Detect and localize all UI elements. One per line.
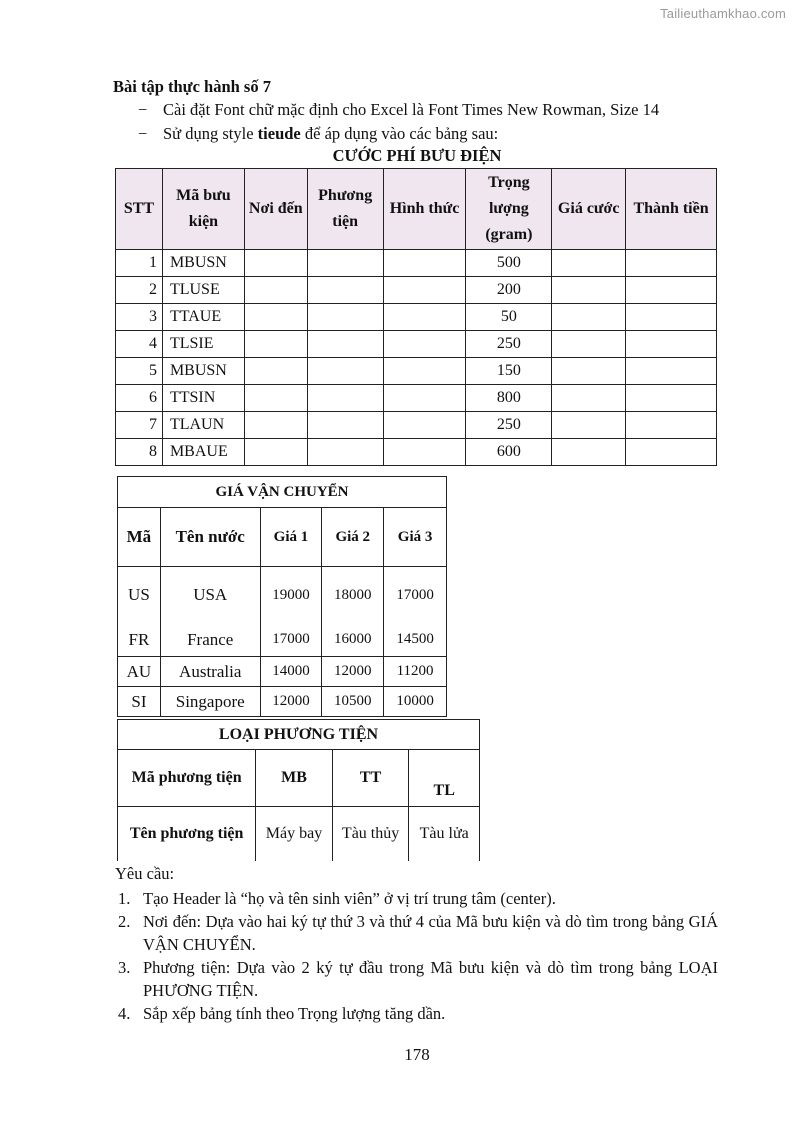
item-text: Nơi đến: Dựa vào hai ký tự thứ 3 và thứ 4 của Mã bưu kiện và dò tìm trong bảng GIÁ VẬN CHUYỂN. — [143, 912, 718, 954]
cell-empty — [383, 304, 466, 331]
table-row — [116, 250, 717, 277]
cell-stt: 2 — [116, 277, 163, 304]
cell-code: TTSIN — [162, 385, 244, 412]
postal-fee-table — [115, 168, 717, 466]
cell-empty — [383, 385, 466, 412]
cell-empty — [307, 412, 383, 439]
style-name: tieude — [257, 124, 301, 143]
item-number: 1. — [118, 889, 131, 908]
table-row — [118, 657, 447, 687]
cell-weight: 250 — [466, 331, 552, 358]
col-header: Thành tiền — [626, 169, 717, 250]
item-text: Sắp xếp bảng tính theo Trọng lượng tăng dần. — [143, 1004, 446, 1023]
table-row — [116, 277, 717, 304]
cell-weight: 800 — [466, 385, 552, 412]
table-row — [118, 807, 480, 862]
page-number: 178 — [404, 1045, 430, 1064]
cell-empty — [626, 277, 717, 304]
cell-code: SI — [118, 687, 161, 717]
cell-vehicle-code: TL — [409, 750, 480, 807]
cell-empty — [552, 439, 626, 466]
cell-country: France — [160, 623, 260, 657]
table2-caption: GIÁ VẬN CHUYỂN — [118, 477, 447, 508]
cell-empty — [552, 358, 626, 385]
cell-price1: 17000 — [260, 623, 322, 657]
table-row — [118, 750, 480, 807]
cell-empty — [626, 439, 717, 466]
cell-vehicle-name: Tàu lửa — [409, 807, 480, 862]
table-header-row — [116, 169, 717, 250]
cell-empty — [307, 331, 383, 358]
col-header: Giá 2 — [322, 508, 384, 567]
watermark: Tailieuthamkhao.com — [660, 6, 786, 21]
cell-stt: 5 — [116, 358, 163, 385]
bullet-style-setting — [138, 124, 498, 144]
cell-empty — [383, 439, 466, 466]
cell-empty — [307, 358, 383, 385]
cell-empty — [244, 385, 307, 412]
cell-weight: 150 — [466, 358, 552, 385]
cell-price1: 14000 — [260, 657, 322, 687]
item-number: 2. — [118, 912, 131, 931]
cell-empty — [307, 385, 383, 412]
item-number: 4. — [118, 1004, 131, 1023]
item-number: 3. — [118, 958, 131, 977]
cell-weight: 250 — [466, 412, 552, 439]
col-header: Hình thức — [383, 169, 466, 250]
cell-stt: 8 — [116, 439, 163, 466]
cell-country: Australia — [160, 657, 260, 687]
vehicle-type-table — [117, 719, 480, 861]
cell-code: MBAUE — [162, 439, 244, 466]
cell-empty — [244, 439, 307, 466]
cell-stt: 1 — [116, 250, 163, 277]
cell-empty — [307, 304, 383, 331]
table-row — [116, 412, 717, 439]
cell-empty — [244, 358, 307, 385]
dash-icon: − — [138, 124, 148, 143]
shipping-price-table — [117, 476, 447, 717]
cell-stt: 7 — [116, 412, 163, 439]
cell-empty — [307, 250, 383, 277]
cell-empty — [552, 277, 626, 304]
item-text: Tạo Header là “họ và tên sinh viên” ở vị trí trung tâm (center). — [143, 889, 556, 908]
col-header: Phương tiện — [307, 169, 383, 250]
cell-empty — [244, 304, 307, 331]
cell-empty — [626, 385, 717, 412]
col-header: Nơi đến — [244, 169, 307, 250]
table-row — [118, 687, 447, 717]
cell-empty — [383, 250, 466, 277]
cell-weight: 200 — [466, 277, 552, 304]
cell-weight: 600 — [466, 439, 552, 466]
table-row — [116, 331, 717, 358]
col-header: Mã — [118, 508, 161, 567]
cell-weight: 500 — [466, 250, 552, 277]
cell-vehicle-code: TT — [332, 750, 409, 807]
cell-empty — [307, 439, 383, 466]
cell-stt: 6 — [116, 385, 163, 412]
cell-empty — [307, 277, 383, 304]
table-header-row — [118, 508, 447, 567]
cell-code: AU — [118, 657, 161, 687]
cell-empty — [244, 250, 307, 277]
row-label: Tên phương tiện — [118, 807, 256, 862]
cell-vehicle-name: Tàu thủy — [332, 807, 409, 862]
cell-price3: 14500 — [384, 623, 447, 657]
cell-stt: 3 — [116, 304, 163, 331]
cell-empty — [383, 358, 466, 385]
cell-code: TLSIE — [162, 331, 244, 358]
col-header: Giá 3 — [384, 508, 447, 567]
table-row — [116, 439, 717, 466]
cell-code: US — [118, 567, 161, 624]
cell-empty — [626, 358, 717, 385]
cell-code: FR — [118, 623, 161, 657]
col-header: Giá cước — [552, 169, 626, 250]
exercise-title: Bài tập thực hành số 7 — [113, 77, 271, 96]
cell-weight: 50 — [466, 304, 552, 331]
table-row — [118, 623, 447, 657]
bullet-font-setting — [138, 100, 659, 120]
bullet-text-pre: Sử dụng style — [163, 124, 258, 143]
requirements-title: Yêu cầu: — [115, 864, 175, 883]
cell-price2: 18000 — [322, 567, 384, 624]
table-row — [116, 304, 717, 331]
cell-price3: 17000 — [384, 567, 447, 624]
cell-price1: 19000 — [260, 567, 322, 624]
cell-empty — [552, 304, 626, 331]
col-header: Giá 1 — [260, 508, 322, 567]
item-text: Phương tiện: Dựa vào 2 ký tự đầu trong Mã bưu kiện và dò tìm trong bảng LOẠI PHƯƠNG TIỆN. — [143, 958, 718, 1000]
requirement-item — [118, 887, 718, 910]
cell-code: TLAUN — [162, 412, 244, 439]
cell-empty — [244, 331, 307, 358]
cell-vehicle-code: MB — [256, 750, 333, 807]
cell-price2: 12000 — [322, 657, 384, 687]
row-label: Mã phương tiện — [118, 750, 256, 807]
cell-empty — [552, 250, 626, 277]
cell-empty — [552, 412, 626, 439]
cell-price2: 10500 — [322, 687, 384, 717]
table-row — [116, 385, 717, 412]
cell-empty — [244, 277, 307, 304]
cell-code: TTAUE — [162, 304, 244, 331]
cell-empty — [626, 250, 717, 277]
cell-price1: 12000 — [260, 687, 322, 717]
cell-code: TLUSE — [162, 277, 244, 304]
cell-empty — [626, 304, 717, 331]
table-row — [116, 358, 717, 385]
cell-empty — [552, 331, 626, 358]
cell-price3: 11200 — [384, 657, 447, 687]
cell-empty — [383, 412, 466, 439]
cell-price3: 10000 — [384, 687, 447, 717]
requirement-item — [118, 1002, 718, 1025]
cell-vehicle-name: Máy bay — [256, 807, 333, 862]
cell-empty — [626, 412, 717, 439]
bullet-text-post: để áp dụng vào các bảng sau: — [300, 124, 499, 143]
requirement-item — [118, 910, 718, 956]
cell-empty — [383, 331, 466, 358]
col-header: Trọng lượng (gram) — [466, 169, 552, 250]
col-header: Tên nước — [160, 508, 260, 567]
cell-empty — [626, 331, 717, 358]
cell-empty — [383, 277, 466, 304]
cell-country: Singapore — [160, 687, 260, 717]
cell-empty — [552, 385, 626, 412]
requirement-item — [118, 956, 718, 1002]
dash-icon: − — [138, 100, 148, 119]
cell-code: MBUSN — [162, 250, 244, 277]
bullet-text: Cài đặt Font chữ mặc định cho Excel là Font Times New Rowman, Size 14 — [163, 100, 660, 119]
cell-stt: 4 — [116, 331, 163, 358]
cell-country: USA — [160, 567, 260, 624]
table3-caption: LOẠI PHƯƠNG TIỆN — [118, 720, 480, 750]
col-header: Mã bưu kiện — [162, 169, 244, 250]
col-header: STT — [116, 169, 163, 250]
table1-caption: CƯỚC PHÍ BƯU ĐIỆN — [332, 146, 502, 165]
cell-price2: 16000 — [322, 623, 384, 657]
table-row — [118, 567, 447, 624]
cell-code: MBUSN — [162, 358, 244, 385]
cell-empty — [244, 412, 307, 439]
